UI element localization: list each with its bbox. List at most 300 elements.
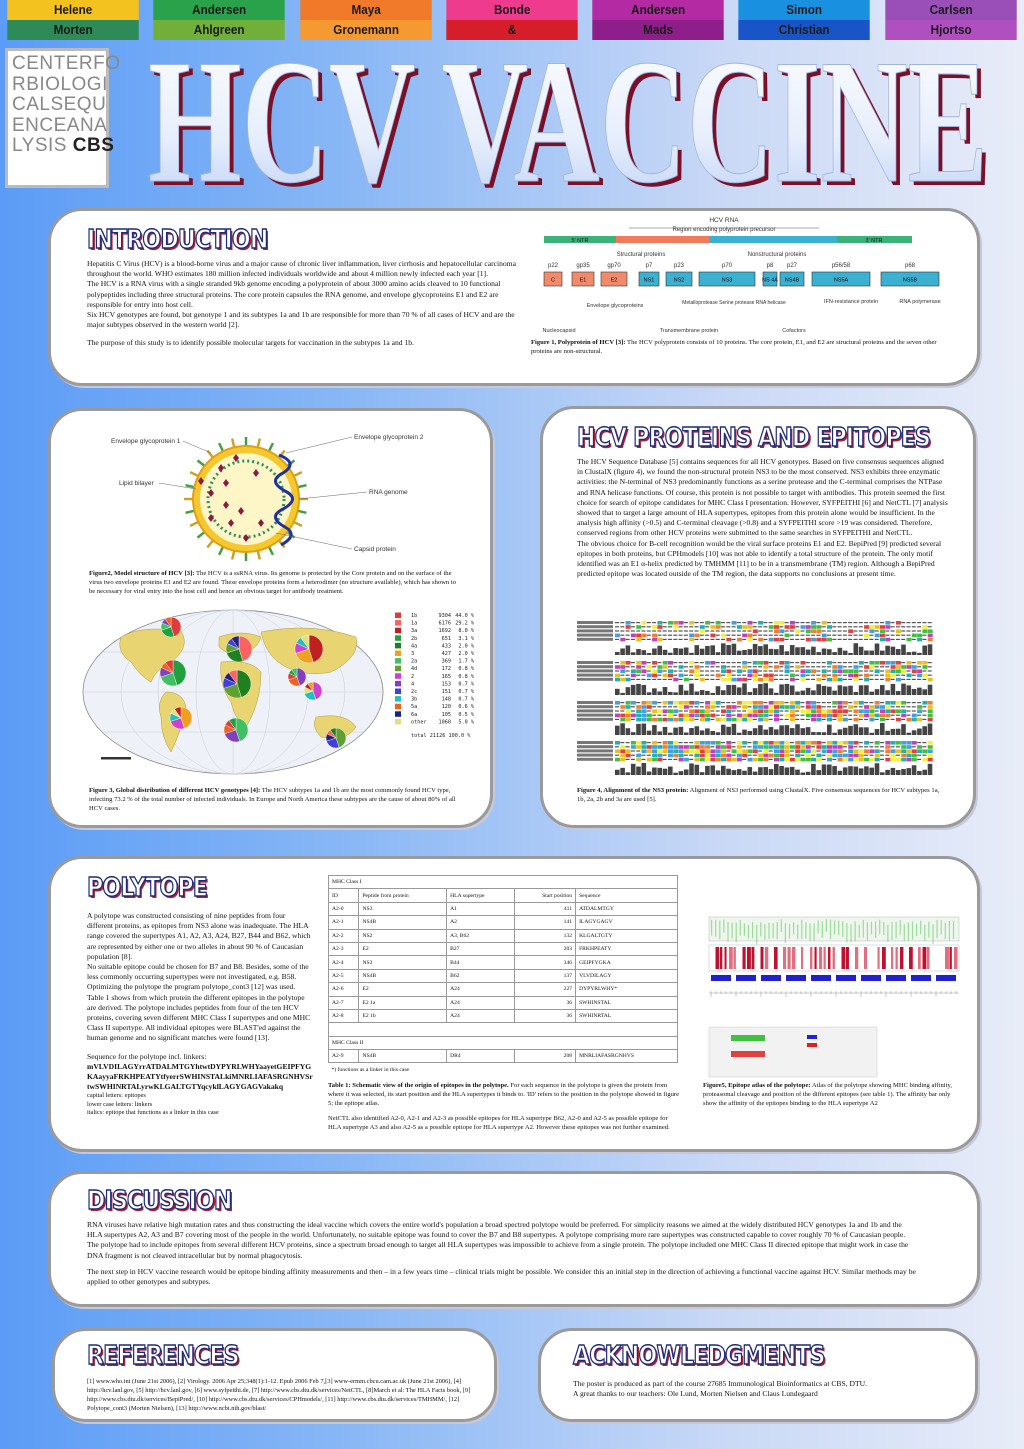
- svg-text:p8: p8: [766, 263, 774, 269]
- svg-text:NS2: NS2: [673, 277, 685, 284]
- epitope-position-bar: [861, 975, 881, 981]
- table-cell: A24: [447, 996, 515, 1009]
- class-2-label: MHC Class II: [329, 1036, 678, 1049]
- discussion-panel: [48, 1171, 980, 1307]
- svg-text:NS5A: NS5A: [833, 277, 849, 284]
- structural-block: [616, 236, 709, 243]
- table-cell: 141: [515, 916, 576, 929]
- table-spacer-row: [329, 1023, 678, 1036]
- table-cell: A2-3: [329, 942, 359, 955]
- protein-ns1: [639, 263, 659, 286]
- acknowledgment-line: The poster is produced as part of the course 27685 Immunological Bioinformatics at CBS, DTU.: [573, 1379, 867, 1388]
- svg-text:0.8 %: 0.8 %: [458, 673, 474, 680]
- table-cell: A2-8: [329, 1009, 359, 1022]
- svg-text:2.0 %: 2.0 %: [458, 651, 474, 657]
- table-footnote: *) functions as a linker in this case: [331, 1066, 410, 1073]
- legend-italic: italics: epitope that functions as a linker in this case: [87, 1109, 219, 1117]
- rna-polymerase-label: RNA polymerase: [899, 299, 941, 305]
- introduction-panel: [48, 208, 980, 386]
- svg-text:148: 148: [441, 696, 451, 703]
- protein-c: [544, 263, 562, 286]
- poster-title: [120, 38, 1020, 198]
- svg-text:NS3: NS3: [721, 277, 733, 284]
- proteins-paragraph: The HCV Sequence Database [5] contains sequences for all HCV genotypes. Based on five consensus sequences aligned in ClustalX (figure 4), we found the non-structural protein NS3 to be the most conserved. NS3 exhibits three enzymatic activities: the N-terminal of NS3 predominantly functions as a serine protease and the C-terminal comprises the NTPase and RNA helicase functions. Of course, this protein is not possible to target with antibodies. This protein seemed the first choice for search of epitope candidates for MHC Class I presentation. However, SYFPEITHI [6] and NetCTL [7] analysis showed that to target a large amount of HLA supertypes, epitopes from this protein alone would be insufficient. In the analysis high affinity (>0.5) and C-terminal cleavage (>0.8) and a SYFPEITHI score >19 was considered. Therefore, conserved regions from other HCV proteins were submitted to the same searches in SYFPEITHI and NetCTL.: [577, 457, 948, 538]
- table-cell: GEIPFYGKA: [576, 956, 678, 969]
- svg-text:HCV VACCINE: HCV VACCINE: [148, 38, 988, 198]
- table-cell: Sequence: [576, 889, 678, 902]
- svg-text:NS4B: NS4B: [784, 277, 800, 284]
- acknowledgments-text: [573, 1379, 963, 1399]
- logo-line-5: LYSIS CBS: [12, 135, 115, 156]
- references-panel: [52, 1328, 497, 1422]
- svg-text:other: other: [411, 719, 427, 726]
- table-row: [329, 916, 678, 929]
- table-cell: DYPYRLWHY*: [576, 983, 678, 996]
- protein-ns5b: [881, 263, 939, 286]
- map-legend-item: [395, 628, 475, 635]
- svg-text:E1: E1: [579, 277, 587, 284]
- table-cell: ID: [329, 889, 359, 902]
- map-legend-item: [395, 651, 475, 658]
- discussion-paragraph: RNA viruses have relative high mutation rates and thus constructing the ideal vaccine which covers the entire world's population a broad spectred polytope would be preferred. For simplicity reasons we aimed at the widely distributed HCV genotypes 1a and 1b and the HLA supertypes A2, A3 and B7 covering most of the people in the world. Unfortunately, no suitable epitope was found to cover the B7 and B8 supertypes. A polytope comprising more rare supertypes was constructed capable to cover roughly 70 % of Caucasian people.: [87, 1220, 906, 1240]
- intro-paragraph: The HCV is a RNA virus with a single stranded 9kb genome encoding a polyprotein of about 3000 amino acids cleaved to 10 functional polypeptides including three structural proteins. The core protein capsules the RNA genome, and envelope glycoproteins E1 and E2 are responsible for entry into host cell.: [87, 279, 501, 309]
- svg-text:1692: 1692: [438, 628, 451, 635]
- discussion-text: [87, 1220, 917, 1287]
- table-cell: A2-7: [329, 996, 359, 1009]
- table-cell: A2: [447, 916, 515, 929]
- map-legend-item: [395, 620, 475, 627]
- genotype-pie: [161, 617, 181, 637]
- proteins-heading: HCV PROTEINS AND EPITOPES: [577, 423, 931, 453]
- svg-text:p70: p70: [721, 263, 733, 269]
- table-cell: A2-9: [329, 1050, 359, 1063]
- glycoprotein-spike: [258, 551, 260, 560]
- table-cell: 227: [515, 983, 576, 996]
- svg-text:165: 165: [441, 673, 451, 680]
- table-cell: A2-2: [329, 929, 359, 942]
- map-legend-item: [395, 681, 475, 688]
- map-legend-item: [395, 643, 475, 650]
- svg-text:p27: p27: [786, 263, 798, 269]
- proteins-panel: [540, 406, 976, 828]
- svg-text:44.0 %: 44.0 %: [455, 613, 474, 619]
- author-name-top: Maya: [300, 0, 432, 20]
- svg-text:1b: 1b: [411, 613, 418, 619]
- table-cell: VLVDILAGY: [576, 969, 678, 982]
- map-legend-item: [395, 711, 475, 718]
- proteins-paragraph: The obvious choice for B-cell recognition would be the viral surface proteins E1 and E2. BepiPred [9] predicted several epitopes in both proteins, but CPHmodels [10] was not able to identify a total structure of the protein. The only motif identified was an E1 α-helix predicted by TMHMM [11] to be in a transmembrane (TM) region. Although a BepiPred predicted epitope was located outside of the TM region, the data supports no conclusions at present time.: [577, 538, 942, 579]
- glycoprotein-spike: [298, 511, 307, 513]
- map-legend-item: [395, 696, 475, 703]
- table-cell: 208: [515, 1050, 576, 1063]
- glycoprotein-spike: [294, 472, 302, 476]
- table-cell: 346: [515, 956, 576, 969]
- svg-text:4d: 4d: [411, 666, 418, 673]
- table-cell: E2: [359, 942, 447, 955]
- introduction-heading: INTRODUCTION: [87, 225, 268, 255]
- table-cell: Peptide from protein: [359, 889, 447, 902]
- alignment-block: [577, 661, 933, 695]
- table-cell: HLA supertype: [447, 889, 515, 902]
- table-row: [329, 1050, 678, 1063]
- envelope-glycoprotein-1-label: Envelope glycoprotein 1: [111, 438, 181, 445]
- svg-text:172: 172: [441, 666, 451, 673]
- table-1-caption: Table 1: Schematic view of the origin of epitopes in the polytope. For each sequence in the polytope is given the protein from where it was selected, its start position and the HLA supertypes it binds to. 'ID' refers to the position in the polytope showed in figure 5; the epitope atlas. NetCTL also identified A2-0, A2-1 and A2-3 as possible epitopes for HLA supertype B62, A2-0 and A2-5 as possible epitope for HLA supertype A3 and also A2-5 as a possible epitope for HLA supertype A2. However these epitopes was not further examined.: [328, 1082, 680, 1131]
- alignment-block: [577, 741, 933, 775]
- map-legend-item: [395, 673, 475, 680]
- protein-ns2: [666, 263, 692, 286]
- svg-text:3a: 3a: [411, 628, 418, 635]
- svg-text:5.0 %: 5.0 %: [458, 719, 474, 726]
- polytope-sequence: mVLVDILAGYrrATDALMTGYhtwtDYPYRLWHYaayetGEIPFYGKAayyaFRKHPEATYtfyerrSWHINSTALkiMNRLIAFASRGNHVSrtwSWHINRTALyrwKLGALTGTYqcyklLAGYGAGVakakq: [87, 1061, 313, 1092]
- table-cell: E2 1a: [359, 996, 447, 1009]
- svg-text:5a: 5a: [411, 704, 418, 711]
- epitope-atlas-figure: [701, 911, 961, 1079]
- svg-text:2a: 2a: [411, 658, 418, 665]
- table-cell: A2-5: [329, 969, 359, 982]
- author-7: [878, 0, 1024, 40]
- netctl-note: NetCTL also identified A2-0, A2-1 and A2-3 as possible epitopes for HLA supertype B62, A2-0 and A2-5 as possible epitope for HLA supertype A3 and also A2-5 as a possible epitope for HLA supertype A2. However these epitopes was not further examined.: [328, 1115, 670, 1131]
- epitope-position-bar: [911, 975, 931, 981]
- epitope-position-bar: [786, 975, 806, 981]
- svg-text:369: 369: [441, 658, 451, 665]
- svg-text:NS5B: NS5B: [902, 277, 918, 284]
- author-name-bottom: Gronemann: [300, 20, 432, 40]
- svg-text:p22: p22: [547, 263, 559, 269]
- svg-text:6176: 6176: [438, 620, 451, 627]
- svg-text:6a: 6a: [411, 711, 418, 718]
- structural-label: Structural proteins: [616, 252, 666, 258]
- svg-text:29.2 %: 29.2 %: [455, 620, 474, 627]
- author-name-top: Carlsen: [885, 0, 1017, 20]
- table-row: [329, 983, 678, 996]
- genotype-pie: [226, 636, 252, 662]
- legend-capital: capital letters: epitopes: [87, 1092, 146, 1100]
- svg-text:3b: 3b: [411, 696, 418, 703]
- protein-ns4b: [780, 263, 804, 286]
- epitope-position-bar: [711, 975, 731, 981]
- figure-3-caption: Figure 3, Global distribution of different HCV genotypes [4]: The HCV subtypes 1a and 1b are the most commonly found HCV type, infecting 73.2 % of the total number of infected individuals. In Europe and North America these subtypes are the cause of about 80% of all HCV cases.: [89, 787, 456, 812]
- glycoprotein-spike: [190, 472, 198, 476]
- table-spacer: [329, 1023, 678, 1036]
- table-section-row: [329, 876, 678, 889]
- virus-model-figure: [61, 423, 471, 573]
- glycoprotein-spike: [186, 485, 195, 487]
- table-cell: A2-1: [329, 916, 359, 929]
- table-cell: E2: [359, 983, 447, 996]
- author-name-bottom: Christian: [739, 20, 871, 40]
- table-cell: 36: [515, 996, 576, 1009]
- table-cell: NS4B: [359, 1050, 447, 1063]
- cbs-logo: [5, 48, 121, 188]
- intro-paragraph: Hepatitis C Virus (HCV) is a blood-borne virus and a major cause of chronic liver inflammation, liver cirrhosis and hepatocellular carcinoma throughout the world. WHO estimates 180 million infected individuals worldwide and about 4 million newly infected each year [1].: [87, 259, 516, 279]
- table-cell: 203: [515, 942, 576, 955]
- svg-text:1060: 1060: [438, 719, 451, 726]
- protein-e2: [601, 263, 627, 286]
- genotype-pie: [170, 707, 192, 729]
- table-cell: E2 1b: [359, 1009, 447, 1022]
- references-text: [1] www.who.int (June 21st 2006), [2] Virology. 2006 Apr 25;348(1):1-12. Epub 2006 Feb 7,[3] www-ermm.cbcu.cam.ac.uk (June 21st 2006), [4] http://hcv.lanl.gov, [5] http://hcv.lanl.gov, [6] www.syfpeithi.de, [7] http://www.cbs.dtu.dk/services/NetCTL, [8]March et al: The HLA Facts book, [9] http://www.cbs.dtu.dk/services/BepiPred/, [10] http://www.cbs.dtu.dk/services/CPHmodels/, [11] http://www.cbs.dtu.dk/services/TMHMM/, [12] Polytope_cont3 (Morten Nielsen), [13] http://www.ncbi.nih.gov/blast/: [87, 1378, 471, 1412]
- table-section-row: [329, 1036, 678, 1049]
- polytope-heading: POLYTOPE: [87, 873, 207, 903]
- discussion-paragraph: The polytope had to include epitopes from several different HCV proteins, since a spectrum broad enough to target all HLA supertypes was impossible to achieve from a single protein. The polytope included one MHC Class II directed epitope that might work in case the DNA fragment is not cleaved intracellular but by normal phagocytosis.: [87, 1240, 909, 1260]
- glycoprotein-spike: [219, 547, 223, 555]
- table-row: [329, 929, 678, 942]
- figure-2-caption: Figure2, Model structure of HCV [3]: The HCV is a ssRNA virus. Its genome is protected by the Core protein and on the surface of the virus two envelope proteins E1 and E2 are found. These envelope proteins form a heterodimer (no structure available), which has shown to be necessary for viral entry into the host cell and hence an obvious target for antibody treatment.: [89, 570, 457, 595]
- logo-line-3: CALSEQU: [12, 94, 107, 115]
- ntr-3-label: 3' NTR: [865, 238, 883, 244]
- protein-ns3: [699, 263, 755, 286]
- epitope-table: [328, 875, 678, 1076]
- table-row: [329, 1009, 678, 1022]
- table-cell: NS4B: [359, 916, 447, 929]
- author-5: [585, 0, 731, 40]
- cofactors-label: Cofactors: [782, 328, 806, 334]
- author-name-bottom: Ahlgreen: [154, 20, 286, 40]
- map-legend-item: [395, 658, 475, 665]
- svg-text:1a: 1a: [411, 620, 418, 627]
- glycoprotein-spike: [294, 522, 302, 526]
- table-cell: SWHINSTAL: [576, 996, 678, 1009]
- table-cell: A24: [447, 1009, 515, 1022]
- svg-text:8.0 %: 8.0 %: [458, 628, 474, 635]
- genotype-pie: [223, 670, 251, 698]
- world-map-figure: [61, 607, 481, 782]
- svg-text:2.0 %: 2.0 %: [458, 643, 474, 650]
- svg-text:p68: p68: [904, 263, 916, 269]
- table-cell: NS4B: [359, 969, 447, 982]
- polytope-text: [87, 911, 313, 1118]
- svg-text:2b: 2b: [411, 635, 418, 642]
- discussion-paragraph: The next step in HCV vaccine research would be epitope binding affinity measurements and then – in a few years time – clinical trials might be possible. We consider this an initial step in the direction of achieving a functional vaccine against HCV. Similar methods may be applied to other genotypes and subtypes.: [87, 1266, 916, 1287]
- svg-text:0.8 %: 0.8 %: [458, 666, 474, 673]
- alignment-block: [577, 621, 933, 655]
- glycoprotein-spike: [232, 551, 234, 560]
- table-cell: A2-6: [329, 983, 359, 996]
- author-6: [731, 0, 877, 40]
- epitope-position-bar: [736, 975, 756, 981]
- references-heading: REFERENCES: [87, 1341, 239, 1371]
- svg-text:p7: p7: [645, 263, 653, 269]
- svg-text:2c: 2c: [411, 689, 418, 695]
- polytope-paragraph: No suitable epitope could be chosen for B7 and B8. Besides, some of the less commonly occurring supertypes were not investigated, e.g. B58. Optimizing the polytope the program polytope_cont3 [12] was used. Table 1 shows from which protein the different epitopes in the polytope are derived. The polytope includes peptides from four of the ten HCV proteins, covering seven different MHC Class I supertypes and one MHC Class II supertype. All individual epitopes were BLAST'ed against the human genome and no significant matches were found [13].: [87, 962, 311, 1043]
- genotype-pie: [288, 668, 306, 686]
- author-2: [146, 0, 292, 40]
- table-row: [329, 956, 678, 969]
- author-3: [293, 0, 439, 40]
- svg-text:0.6 %: 0.6 %: [458, 704, 474, 711]
- svg-text:NS1: NS1: [643, 277, 655, 284]
- svg-text:2: 2: [411, 673, 415, 680]
- svg-text:NS 4A: NS 4A: [762, 277, 778, 284]
- table-cell: NS3: [359, 902, 447, 915]
- glycoprotein-spike: [269, 547, 273, 555]
- capsid-protein-label: Capsid protein: [354, 546, 396, 553]
- author-name-top: Simon: [739, 0, 871, 20]
- epitope-position-bar: [886, 975, 906, 981]
- svg-text:651: 651: [441, 635, 451, 642]
- map-legend-item: [395, 719, 475, 726]
- glycoprotein-spike: [207, 540, 213, 547]
- sequence-intro: Sequence for the polytope incl. linkers:: [87, 1051, 207, 1061]
- figure-4-caption: Figure 4, Alignment of the NS3 protein: Alignment of NS3 performed using ClustalX. Five consensus sequences for HCV subtypes 1a, 1b, 2a, 2b and 3a are used [5].: [577, 787, 940, 803]
- author-name-top: Andersen: [154, 0, 286, 20]
- virus-model-panel: [48, 408, 493, 828]
- epitope-position-bar: [836, 975, 856, 981]
- rna-genome-label: RNA genome: [369, 489, 408, 496]
- table-row: [329, 902, 678, 915]
- table-cell: B62: [447, 969, 515, 982]
- epitope-position-bar: [761, 975, 781, 981]
- glycoprotein-spike: [186, 511, 195, 513]
- table-cell: ILAGYGAGV: [576, 916, 678, 929]
- svg-text:1.7 %: 1.7 %: [458, 658, 474, 665]
- map-legend-item: [395, 666, 475, 673]
- table-cell: A2-0: [329, 902, 359, 915]
- epitope-position-bar: [811, 975, 831, 981]
- figure-5-caption: Figure5, Epitope atlas of the polytope: Atlas of the polytope showing MHC binding affinity, proteasomal cleavage and position of the different epitopes (see table 1). The affinity bar only show the affinity of the epitopes binding to the HLA supertype A2: [703, 1082, 952, 1107]
- table-cell: Start position: [515, 889, 576, 902]
- figure-1-caption: Figure 1, Polyprotein of HCV [3]: The HCV polyprotein consists of 10 proteins. The core protein, E1, and E2 are structural proteins and the seven other proteins are non-structural.: [531, 339, 937, 355]
- author-name-top: Helene: [7, 0, 139, 20]
- ifn-label: IFN-resistance protein: [823, 299, 879, 305]
- region-label: Region encoding polyprotein precursor: [672, 227, 776, 233]
- author-name-top: Bonde: [446, 0, 578, 20]
- introduction-text: [87, 259, 527, 349]
- svg-text:105: 105: [441, 711, 451, 718]
- svg-text:p23: p23: [673, 263, 685, 269]
- genotype-pie: [160, 660, 186, 686]
- envelope-glycoprotein-2-label: Envelope glycoprotein 2: [354, 434, 424, 441]
- hcv-rna-label: HCV RNA: [709, 217, 739, 224]
- table-cell: FRKHPEATY: [576, 942, 678, 955]
- protein-ns5a: [812, 263, 870, 286]
- author-bar: [0, 0, 1024, 40]
- table-cell: B27: [447, 942, 515, 955]
- alignment-block: [577, 701, 933, 735]
- table-cell: ATDALMTGY: [576, 902, 678, 915]
- lipid-bilayer-label: Lipid bilayer: [119, 480, 154, 487]
- acknowledgments-heading: ACKNOWLEDGMENTS: [573, 1341, 825, 1371]
- table-cell: A2-4: [329, 956, 359, 969]
- discussion-heading: DISCUSSION: [87, 1186, 232, 1216]
- svg-text:3.1 %: 3.1 %: [458, 635, 474, 642]
- transmembrane-label: Transmembrane protein: [659, 328, 719, 334]
- svg-text:p56/58: p56/58: [831, 263, 851, 269]
- logo-line-4: ENCEANA: [12, 114, 108, 136]
- glycoprotein-spike: [232, 439, 234, 448]
- svg-text:C: C: [551, 277, 555, 284]
- genotype-pie: [295, 635, 323, 663]
- svg-text:0.5 %: 0.5 %: [458, 711, 474, 718]
- polytope-panel: [48, 856, 980, 1152]
- table-cell: A24: [447, 983, 515, 996]
- nonstructural-label: Nonstructural proteins: [747, 252, 807, 258]
- svg-text:153: 153: [441, 681, 451, 688]
- table-cell: SWHINRTAL: [576, 1009, 678, 1022]
- map-legend-total: total 21126 100.0 %: [411, 733, 471, 739]
- glycoprotein-spike: [269, 443, 273, 451]
- author-4: [439, 0, 585, 40]
- envelope-label: Envelope glycoproteins: [586, 303, 644, 309]
- svg-text:3: 3: [411, 651, 415, 657]
- glycoprotein-spike: [190, 522, 198, 526]
- table-cell: MNRLIAFASRGNHVS: [576, 1050, 678, 1063]
- svg-text:4a: 4a: [411, 643, 418, 650]
- table-header-row: [329, 889, 678, 902]
- svg-text:151: 151: [441, 689, 451, 695]
- author-name-bottom: &: [446, 20, 578, 40]
- table-footnote-row: [329, 1063, 678, 1076]
- svg-text:0.7 %: 0.7 %: [458, 689, 474, 695]
- genotype-pie: [224, 718, 248, 742]
- map-legend-item: [395, 635, 475, 642]
- table-cell: 132: [515, 929, 576, 942]
- glycoprotein-spike: [198, 460, 205, 466]
- polyprotein-figure: [529, 211, 949, 339]
- author-name-top: Andersen: [592, 0, 724, 20]
- svg-text:gp70: gp70: [607, 263, 621, 269]
- genotype-pie: [326, 728, 346, 748]
- table-cell: A1: [447, 902, 515, 915]
- acknowledgment-line: A great thanks to our teachers: Ole Lund, Morten Nielsen and Claus Lundegaard: [573, 1389, 818, 1399]
- table-cell: 36: [515, 1009, 576, 1022]
- glycoprotein-spike: [298, 485, 307, 487]
- genotype-pie: [304, 682, 322, 700]
- class-1-label: MHC Class I: [329, 876, 678, 889]
- protein-e1: [572, 263, 594, 286]
- legend-lower: lower case letters: linkers: [87, 1100, 153, 1108]
- proteins-text: [577, 457, 949, 579]
- polytope-paragraph: A polytope was constructed consisting of nine peptides from four different proteins, as epitopes from NS3 alone was inadequate. The HLA range covered the supertypes A1, A2, A3, A24, B27, B44 and B62, which are represented by either one or two alleles in about 90 % of Caucasian population [8].: [87, 911, 311, 961]
- svg-text:9304: 9304: [438, 613, 451, 619]
- table-cell: 137: [515, 969, 576, 982]
- logo-line-2: RBIOLOGI: [12, 73, 108, 95]
- ntr-5-label: 5' NTR: [571, 238, 589, 244]
- table-cell: 411: [515, 902, 576, 915]
- table-cell: B44: [447, 956, 515, 969]
- svg-text:0.7 %: 0.7 %: [458, 681, 474, 688]
- table-cell: NS3: [359, 956, 447, 969]
- svg-text:4: 4: [411, 681, 415, 688]
- acknowledgments-panel: [538, 1328, 978, 1422]
- map-legend-item: [395, 613, 475, 620]
- nucleocapsid-label: Nucleocapsid: [542, 328, 576, 334]
- author-name-bottom: Hjortso: [885, 20, 1017, 40]
- svg-text:E2: E2: [610, 277, 618, 284]
- map-legend-item: [395, 689, 475, 696]
- glycoprotein-spike: [258, 439, 260, 448]
- table-row: [329, 969, 678, 982]
- author-name-bottom: Mads: [592, 20, 724, 40]
- epitope-position-bar: [936, 975, 956, 981]
- svg-text:427: 427: [441, 651, 451, 657]
- author-1: [0, 0, 146, 40]
- author-name-bottom: Morten: [7, 20, 139, 40]
- table-cell: NS2: [359, 929, 447, 942]
- table-cell: DR4: [447, 1050, 515, 1063]
- svg-text:0.7 %: 0.7 %: [458, 696, 474, 703]
- protein-ns4a: [762, 263, 778, 286]
- svg-text:gp35: gp35: [576, 263, 590, 269]
- glycoprotein-spike: [198, 532, 205, 538]
- svg-text:120: 120: [441, 704, 451, 711]
- svg-text:HCV VACCINE: HCV VACCINE: [152, 38, 992, 198]
- ns3-alignment-figure: [577, 621, 957, 781]
- nonstructural-block: [709, 236, 837, 243]
- table-cell: KLGALTGTY: [576, 929, 678, 942]
- glycoprotein-spike: [219, 443, 223, 451]
